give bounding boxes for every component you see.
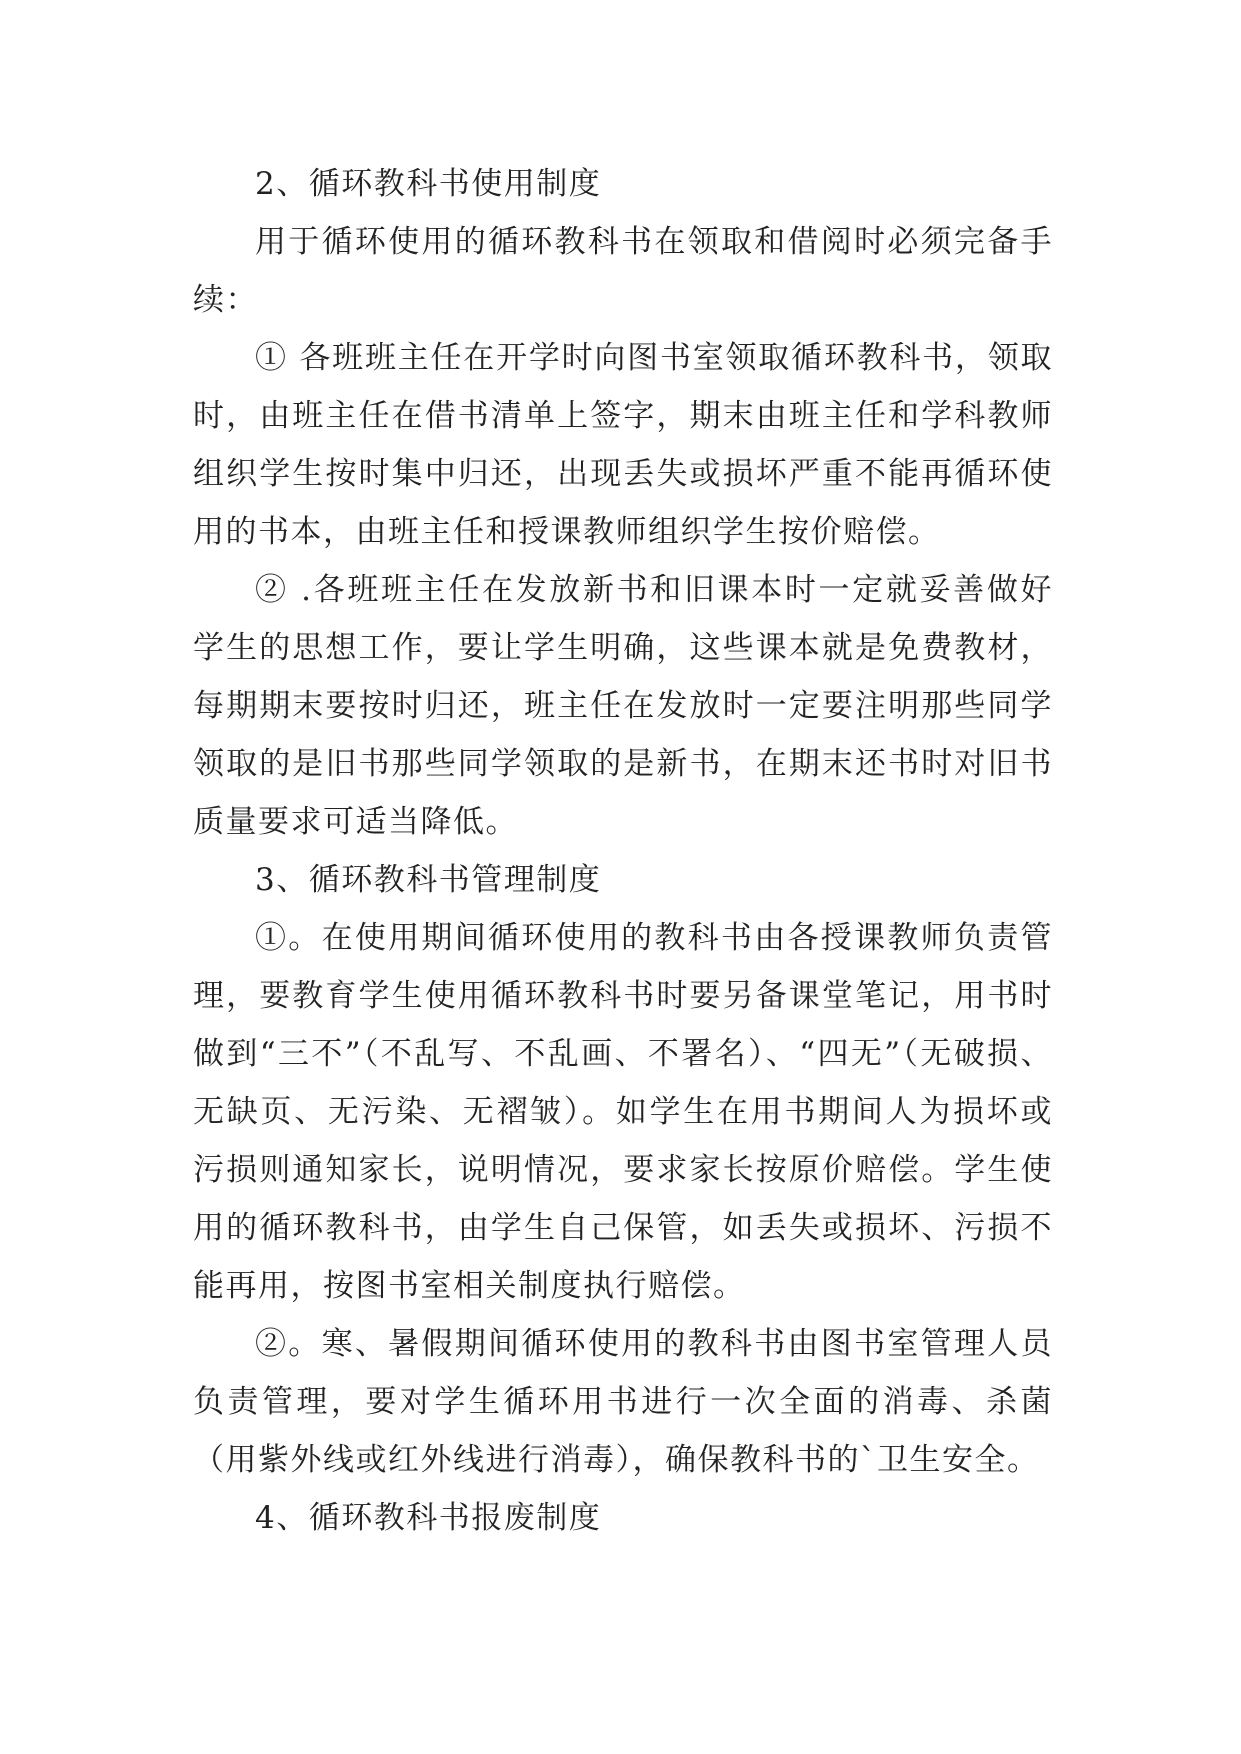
paragraph-procedures-intro: 用于循环使用的循环教科书在领取和借阅时必须完备手续： <box>193 224 1053 318</box>
paragraph-rule-2: ② .各班班主任在发放新书和旧课本时一定就妥善做好学生的思想工作，要让学生明确，这些课本就是免费教材，每期期末要按时归还，班主任在发放时一定要注明那些同学领取的是旧书那些同学领取的是新书，在期末还书时对旧书质量要求可适当降低。 <box>193 572 1053 840</box>
paragraph-management-1: ①。在使用期间循环使用的教科书由各授课教师负责管理，要教育学生使用循环教科书时要另备课堂笔记，用书时做到“三不”（不乱写、不乱画、不署名）、“四无”（无破损、无缺页、无污染、无褶皱）。如学生在用书期间人为损坏或污损则通知家长，说明情况，要求家长按原价赔偿。学生使用的循环教科书，由学生自己保管，如丢失或损坏、污损不能再用，按图书室相关制度执行赔偿。 <box>193 920 1053 1304</box>
section-heading-4: 4、循环教科书报废制度 <box>255 1500 602 1536</box>
section-heading-3: 3、循环教科书管理制度 <box>255 862 602 898</box>
paragraph-management-2: ②。寒、暑假期间循环使用的教科书由图书室管理人员负责管理，要对学生循环用书进行一次全面的消毒、杀菌（用紫外线或红外线进行消毒），确保教科书的`卫生安全。 <box>193 1326 1053 1478</box>
paragraph-rule-1: ① 各班班主任在开学时向图书室领取循环教科书，领取时，由班主任在借书清单上签字，期末由班主任和学科教师组织学生按时集中归还，出现丢失或损坏严重不能再循环使用的书本，由班主任和授课教师组织学生按价赔偿。 <box>193 340 1053 550</box>
document-body <box>193 155 1053 1547</box>
section-heading-2: 2、循环教科书使用制度 <box>255 166 602 202</box>
